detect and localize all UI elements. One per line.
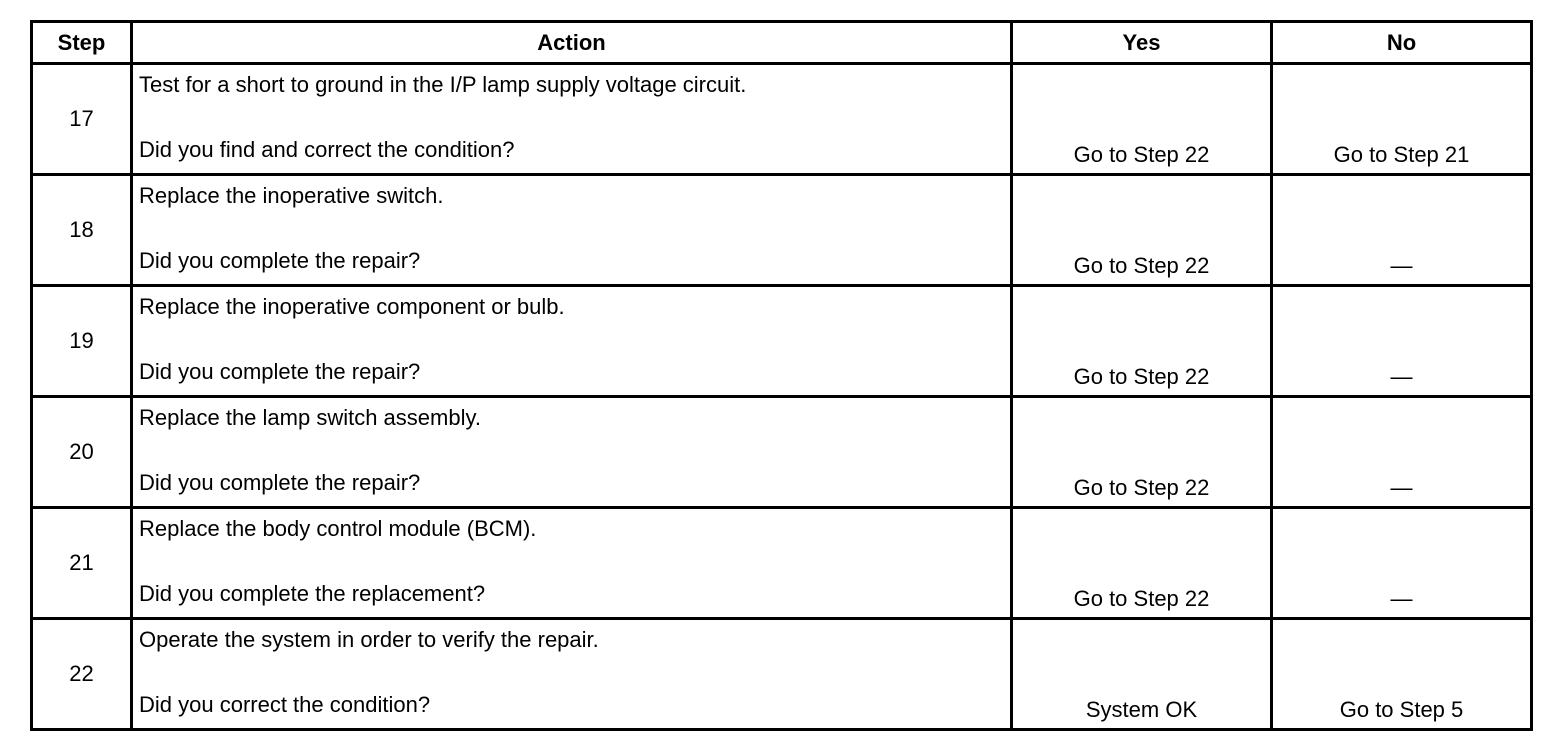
yes-result: Go to Step 22	[1012, 397, 1272, 508]
header-no: No	[1272, 22, 1532, 64]
no-result: —	[1272, 175, 1532, 286]
step-number: 19	[32, 286, 132, 397]
no-result: —	[1272, 508, 1532, 619]
table-row	[32, 64, 1532, 175]
table-row	[32, 286, 1532, 397]
yes-result: Go to Step 22	[1012, 286, 1272, 397]
step-number: 18	[32, 175, 132, 286]
diagnostic-table	[30, 20, 1533, 731]
table-row	[32, 508, 1532, 619]
step-number: 21	[32, 508, 132, 619]
step-number: 22	[32, 619, 132, 730]
step-number: 17	[32, 64, 132, 175]
table-row	[32, 619, 1532, 730]
action-cell	[132, 64, 1012, 175]
header-action: Action	[132, 22, 1012, 64]
yes-result: System OK	[1012, 619, 1272, 730]
action-cell	[132, 508, 1012, 619]
no-result: —	[1272, 397, 1532, 508]
action-question: Did you complete the repair?	[139, 248, 421, 273]
yes-result: Go to Step 22	[1012, 508, 1272, 619]
no-result: Go to Step 21	[1272, 64, 1532, 175]
header-step: Step	[32, 22, 132, 64]
action-question: Did you find and correct the condition?	[139, 137, 515, 162]
action-question: Did you correct the condition?	[139, 692, 431, 717]
action-cell	[132, 397, 1012, 508]
action-instruction: Replace the body control module (BCM).	[139, 516, 537, 541]
action-instruction: Replace the inoperative switch.	[139, 183, 444, 208]
action-question: Did you complete the repair?	[139, 359, 421, 384]
action-instruction: Replace the lamp switch assembly.	[139, 405, 481, 430]
header-yes: Yes	[1012, 22, 1272, 64]
header-row	[32, 22, 1532, 64]
no-result: Go to Step 5	[1272, 619, 1532, 730]
action-question: Did you complete the replacement?	[139, 581, 486, 606]
action-cell	[132, 175, 1012, 286]
step-number: 20	[32, 397, 132, 508]
action-instruction: Test for a short to ground in the I/P lamp supply voltage circuit.	[139, 72, 747, 97]
yes-result: Go to Step 22	[1012, 175, 1272, 286]
action-cell	[132, 619, 1012, 730]
yes-result: Go to Step 22	[1012, 64, 1272, 175]
action-question: Did you complete the repair?	[139, 470, 421, 495]
action-instruction: Operate the system in order to verify the repair.	[139, 627, 599, 652]
no-result: —	[1272, 286, 1532, 397]
action-instruction: Replace the inoperative component or bulb.	[139, 294, 565, 319]
table-row	[32, 175, 1532, 286]
table-row	[32, 397, 1532, 508]
action-cell	[132, 286, 1012, 397]
